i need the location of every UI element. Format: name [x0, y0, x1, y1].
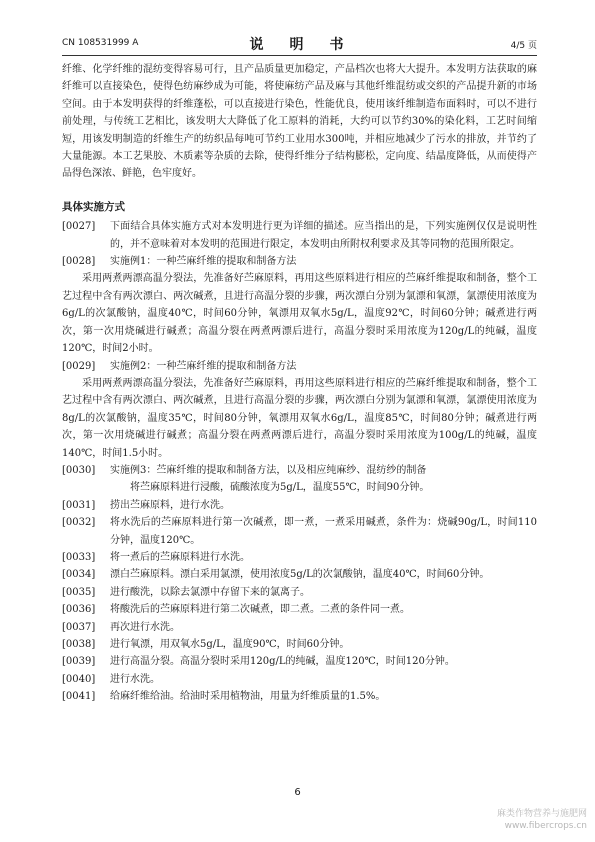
paragraph-text: 将酸洗后的苎麻原料进行第二次碱煮，即二煮。二煮的条件同一煮。 — [110, 604, 410, 616]
paragraph-number: [0036] — [62, 604, 96, 616]
paragraph-text: 再次进行水洗。 — [110, 621, 180, 633]
watermark — [497, 808, 587, 832]
paragraph-number: [0040] — [62, 673, 96, 685]
publication-number: CN 108531999 A — [62, 38, 139, 48]
header-rule — [62, 55, 537, 56]
paragraph-number: [0033] — [62, 551, 96, 563]
example-heading: 实施例3：苎麻纤维的提取和制备方法，以及相应纯麻纱、混纺纱的制备 — [110, 464, 427, 476]
paragraph-number: [0035] — [62, 586, 96, 598]
paragraph-number: [0037] — [62, 621, 96, 633]
paragraph — [62, 688, 537, 705]
paragraph-text: 下面结合具体实施方式对本发明进行更为详细的描述。应当指出的是，下列实施例仅仅是说明性的，并不意味着对本发明的范围进行限定，本发明由所附权利要求及其等同物的范围所限定。 — [110, 221, 537, 250]
paragraph — [62, 358, 537, 375]
paragraph — [62, 497, 537, 514]
page-header — [62, 34, 537, 52]
paragraph — [62, 566, 537, 583]
paragraph-text: 将一煮后的苎麻原料进行水洗。 — [110, 551, 250, 563]
paragraph-number: [0027] — [62, 221, 96, 233]
example-2-body: 采用两煮两漂高温分裂法，先准备好苎麻原料，再用这些原料进行相应的苎麻纤维提取和制备，整个工艺过程中含有两次漂白、两次碱煮，且进行高温分裂的步骤，两次漂白分别为氯漂和氧漂，氯漂使用浓度为8g/L的次氯酸钠，温度35℃，时间80分钟，氧漂用双氧水6g/L，温度85℃，时间80分钟；碱煮进行两次，第一次用烧碱进行碱煮；高温分裂在两煮两漂后进行，高温分裂时采用浓度为100g/L的纯碱，温度140℃，时间1.5小时。 — [62, 377, 537, 459]
watermark-title: 麻类作物营养与施肥网 — [496, 809, 587, 819]
paragraph-number: [0032] — [62, 517, 96, 529]
paragraph-text: 给麻纤维给油。给油时采用植物油，用量为纤维质量的1.5%。 — [110, 691, 386, 703]
document-title: 说 明 书 — [249, 37, 350, 53]
paragraph — [62, 462, 537, 479]
paragraph-number: [0038] — [62, 639, 96, 650]
example-heading: 实施例2：一种苎麻纤维的提取和制备方法 — [110, 360, 297, 372]
paragraph-text: 漂白苎麻原料。漂白采用氯漂，使用浓度5g/L的次氯酸钠，温度40℃，时间60分钟。 — [110, 569, 490, 581]
paragraph-number: [0031] — [62, 499, 96, 511]
paragraph — [62, 253, 537, 270]
paragraph-text: 捞出苎麻原料，进行水洗。 — [110, 499, 230, 511]
paragraph-number: [0034] — [62, 569, 96, 581]
paragraph — [62, 218, 537, 253]
example-3-body: 将苎麻原料进行浸酸，硫酸浓度为5g/L，温度55℃，时间90分钟。 — [130, 482, 430, 494]
paragraph-text: 进行酸洗，以除去氯漂中存留下来的氯离子。 — [110, 586, 310, 598]
paragraph — [62, 584, 537, 601]
paragraph-text: 进行氧漂，用双氧水5g/L，温度90℃，时间60分钟。 — [110, 639, 350, 650]
example-1-body: 采用两煮两漂高温分裂法，先准备好苎麻原料，再用这些原料进行相应的苎麻纤维提取和制备，整个工艺过程中含有两次漂白、两次碱煮，且进行高温分裂的步骤，两次漂白分别为氯漂和氧漂，氯漂使用浓度为6g/L的次氯酸钠，温度40℃，时间60分钟，氧漂用双氧水5g/L，温度92℃，时间60分钟；碱煮进行两次，第一次用烧碱进行碱煮；高温分裂在两煮两漂后进行，高温分裂时采用浓度为120g/L的纯碱，温度120℃，时间2小时。 — [62, 273, 537, 355]
page-number: 6 — [294, 787, 301, 798]
intro-paragraph: 纤维、化学纤维的混纺变得容易可行，且产品质量更加稳定，产品档次也将大大提升。本发明方法获取的麻纤维可以直接染色，使得色纺麻纱成为可能，将使麻纺产品及麻与其他纤维混纺或交织的产品提升新的市场空间。由于本发明获得的纤维蓬松，可以直接进行染色，性能优良，使用该纤维制造布面料时，可以不进行前处理，与传统工艺相比，该发明大大降低了化工原料的消耗，大约可以节约30%的染化料，工艺时间缩短，用该发明制造的纤维生产的纺织品每吨可节约工业用水300吨，并相应地减少了污水的排放，并节约了大量能源。本工艺果胶、木质素等杂质的去除，使得纤维分子结构膨松，定向度、结晶度降低，从而使得产品得色深浓、鲜艳，色牢度好。 — [62, 64, 537, 180]
paragraph — [62, 671, 537, 688]
paragraph — [62, 514, 537, 549]
page-reference: 4/5 页 — [510, 41, 537, 51]
paragraph — [62, 653, 537, 670]
paragraph-number: [0029] — [62, 360, 96, 372]
paragraph-number: [0041] — [62, 691, 96, 703]
paragraph-text: 进行水洗。 — [110, 673, 160, 685]
paragraph-text: 进行高温分裂。高温分裂时采用120g/L的纯碱，温度120℃，时间120分钟。 — [110, 656, 455, 668]
section-title: 具体实施方式 — [62, 200, 125, 213]
paragraph — [62, 619, 537, 636]
paragraph-text: 将水洗后的苎麻原料进行第一次碱煮，即一煮，一煮采用碱煮，条件为：烧碱90g/L，时间110分钟，温度120℃。 — [110, 517, 537, 546]
paragraph — [62, 549, 537, 566]
paragraph — [62, 601, 537, 618]
example-heading: 实施例1：一种苎麻纤维的提取和制备方法 — [110, 256, 297, 268]
paragraph-number: [0030] — [62, 464, 96, 476]
document-body — [62, 61, 537, 706]
paragraph-number: [0039] — [62, 656, 96, 668]
watermark-url: www.fibercrops.cn — [504, 821, 587, 831]
paragraph-number: [0028] — [62, 256, 96, 268]
paragraph — [62, 636, 537, 653]
